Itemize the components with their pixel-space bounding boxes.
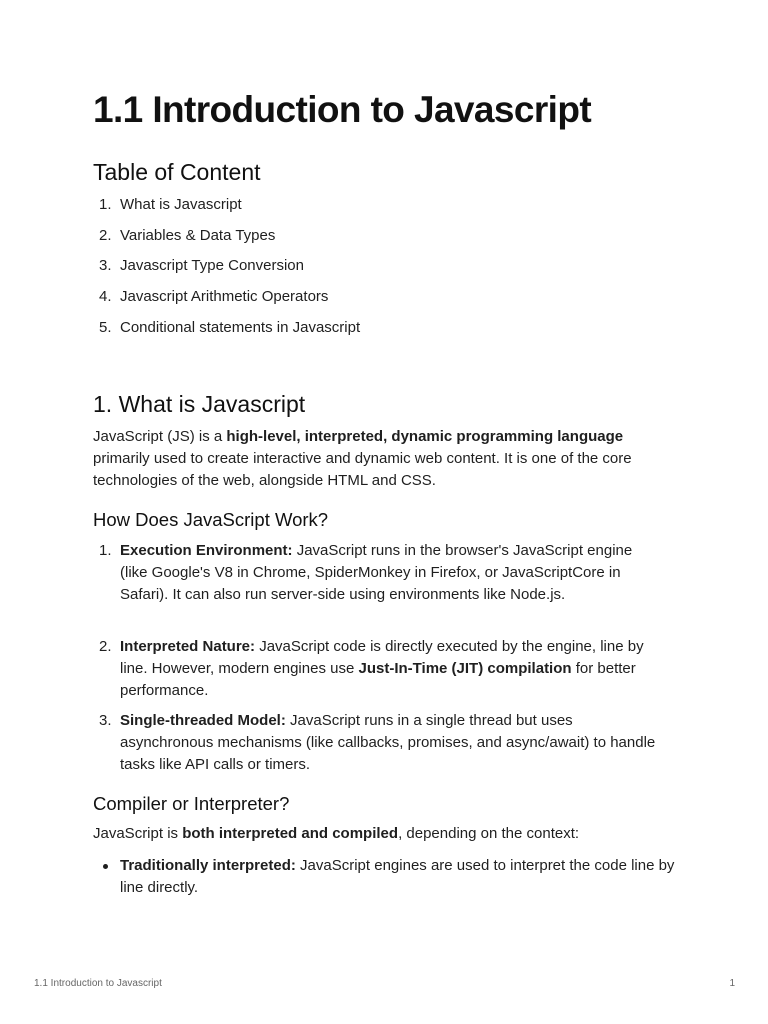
toc-item-number: 2. [99,226,112,244]
bullet-icon [103,864,108,869]
toc-item-number: 5. [99,318,112,336]
toc-item [93,318,683,349]
toc-list [93,195,683,348]
toc-item-number: 1. [99,196,112,213]
page-title: 1.1 Introduction to Javascript [93,89,592,130]
intro-text: JavaScript (JS) is a [93,428,227,445]
step-list-item [93,710,656,776]
step-text: JavaScript code is directly executed by the engine, line by line. However, modern engines use [120,638,644,677]
intro-text-continued: primarily used to create interactive and dynamic web content. It is one of the core technologies of the web, alongside HTML and CSS. [93,450,632,489]
step-text-continued: for better performance. [120,660,636,699]
step-list-item [93,636,656,702]
intro-paragraph [93,426,683,492]
toc-item-label: Variables & Data Types [120,226,276,244]
toc-item-number: 4. [99,288,112,306]
toc-item [93,256,683,287]
footer-title: 1.1 Introduction to Javascript [34,978,162,989]
step-bold-text: Just-In-Time (JIT) compilation [358,660,572,677]
subsection-heading: How Does JavaScript Work? [93,509,329,530]
bullet-text: JavaScript engines are used to interpret the code line by line directly. [120,857,675,896]
toc-item-label: Javascript Arithmetic Operators [120,288,329,306]
step-number: 1. [99,542,112,559]
step-text: JavaScript runs in the browser's JavaScript engine (like Google's V8 in Chrome, SpiderMonkey in Firefox, or JavaScriptCore in Safari). It can also run server-side using environments like Node.js. [120,542,633,603]
bullet-term: Traditionally interpreted: [120,857,296,874]
section-heading: 1. What is Javascript [93,391,306,417]
page-number: 1 [729,978,735,989]
toc-item-label: What is Javascript [120,196,242,213]
toc-item [93,287,683,318]
bullet-list-item [93,855,683,899]
compiler-bold-text: both interpreted and compiled [182,825,399,842]
compiler-paragraph [93,823,683,845]
compiler-text-continued: , depending on the context: [398,825,580,842]
step-text: JavaScript runs in a single thread but uses asynchronous mechanisms (like callbacks, promises, and async/await) to handle tasks like API calls or timers. [120,712,656,773]
step-number: 2. [99,638,112,655]
step-term: Interpreted Nature: [120,638,256,655]
toc-item [93,226,683,257]
compiler-text: JavaScript is [93,825,183,842]
step-term: Execution Environment: [120,542,293,559]
toc-heading: Table of Content [93,159,261,185]
toc-item-label: Javascript Type Conversion [120,257,304,275]
step-term: Single-threaded Model: [120,712,286,729]
intro-bold-text: high-level, interpreted, dynamic programming language [226,428,624,445]
toc-item [93,195,683,226]
toc-item-number: 3. [99,257,112,275]
toc-item-label: Conditional statements in Javascript [120,318,361,336]
step-number: 3. [99,712,112,729]
subsection-heading: Compiler or Interpreter? [93,793,290,814]
step-list-item [93,540,656,606]
